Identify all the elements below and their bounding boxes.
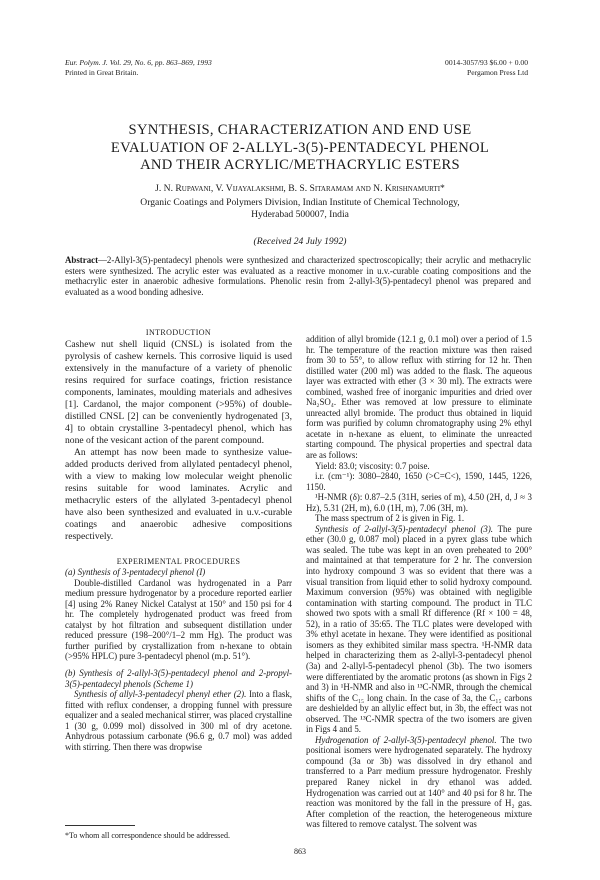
affiliation-line-1: Organic Coatings and Polymers Division, Indian Institute of Chemical Technology,: [140, 197, 460, 208]
title-line-2: EVALUATION OF 2-ALLYL-3(5)-PENTADECYL PHENOL: [110, 139, 490, 156]
section-heading-experimental: EXPERIMENTAL PROCEDURES: [116, 556, 241, 566]
author-list: J. N. Rupavani, V. Vijayalakshmi, B. S. Sitaramam and N. Krishnamurti*: [155, 183, 445, 194]
publisher: Pergamon Press Ltd: [466, 67, 528, 77]
page-number: 863: [294, 847, 306, 856]
issn-price: 0014-3057/93 $6.00 + 0.00: [445, 58, 528, 67]
affiliation-line-2: Hyderabad 500007, India: [251, 209, 349, 220]
subsection-heading-a: (a) Synthesis of 3-pentadecyl phenol (I): [65, 567, 206, 578]
experimental-paragraph-2: [65, 689, 292, 752]
right-paragraph-1: addition of allyl bromide (12.1 g, 0.1 mol) over a period of 1.5 hr. The temperature of the reaction mixture was then raised from 30 to 55°, to allow reflux with stirring for 12 hr. Then distilled water (200 ml) was added to the flask. The aqueous layer was extracted with ether (3 × 30 ml). The extracts were combined, washed free of inorganic impurities and dried over Na₂SO₄. Ether was removed at low pressure to eliminate unreacted allyl bromide. The product thus obtained in liquid form was purified by column chromatography using 2% ethyl acetate in n-hexane as eluent, to eliminate the unreacted starting compound. The physical properties and spectral data are as follows:: [306, 334, 532, 461]
article-title: [60, 122, 540, 175]
title-line-1: SYNTHESIS, CHARACTERIZATION AND END USE: [128, 122, 472, 138]
ir-data: i.r. (cm⁻¹): 3080–2840, 1650 (>C=C<), 1590, 1445, 1226, 1150.: [306, 471, 532, 492]
printed-note: Printed in Great Britain.: [65, 67, 139, 77]
right-paragraph-2: [306, 524, 532, 735]
right-paragraph-3: [306, 735, 532, 830]
introduction-body: [65, 339, 292, 543]
hydrogenation-text: The two positional isomers were hydrogenated separately. The hydroxy compound (3a or 3b) was dissolved in dry ethanol and transferred to a Parr medium pressure hydrogenator. Freshly prepared Raney nickel in dry ethanol was added. Hydrogenation was carried out at 140° and 40 psi for 8 hr. The reaction was monitored by the fall in the pressure of H₂ gas. After completion of the reaction, the heterogeneous mixture was filtered to remove catalyst. The solvent was: [306, 734, 532, 830]
ether-synthesis-text: Into a flask, fitted with reflux condenser, a dropping funnel with pressure equalizer and a sealed mechanical stirrer, was placed crystalline 1 (30 g, 0.099 mol) dissolved in 300 ml of dry acetone. Anhydrous potassium carbonate (96.6 g, 0.7 mol) was added with stirring. Then there was dropwise: [65, 689, 293, 752]
title-line-3: AND THEIR ACRYLIC/METHACRYLIC ESTERS: [140, 157, 460, 173]
intro-paragraph-1: Cashew nut shell liquid (CNSL) is isolated from the pyrolysis of cashew kernels. This corrosive liquid is used extensively in the manufacture of a variety of phenolic resins required for surface coatings, friction resistance components, laminates, moulding materials and adhesives [1]. Cardanol, the major component (>95%) of double-distilled CNSL [2] can be conveniently hydrogenated [3, 4] to obtain crystalline 3-pentadecyl phenol, which has none of the vesicant action of the parent compound.: [65, 338, 292, 446]
subsection-heading-b: (b) Synthesis of 2-allyl-3(5)-pentadecyl phenol and 2-propyl-3(5)-pentadecyl phenols (Scheme 1): [65, 668, 292, 689]
journal-header-left: [65, 58, 212, 77]
yield-line: Yield: 83.0; viscosity: 0.7 poise.: [315, 460, 430, 471]
experimental-paragraph-1: Double-distilled Cardanol was hydrogenated in a Parr medium pressure hydrogenator by a procedure reported earlier [4] using 2% Raney Nickel Catalyst at 150° and 150 psi for 4 hr. The completely hydrogenated product was freed from catalyst by hot filtration and subsequent distillation under reduced pressure (198–200°/1–2 mm Hg). The product was further purified by crystallization from n-hexane to obtain (>95% HPLC) pure 3-pentadecyl phenol (m.p. 51°).: [65, 577, 292, 662]
left-column: [65, 328, 292, 752]
affiliation: [60, 197, 540, 221]
footnote: *To whom all correspondence should be addressed.: [65, 831, 230, 840]
abstract-text: —2-Allyl-3(5)-pentadecyl phenols were synthesized and characterized spectroscopically; their acrylic and methacrylic esters were synthesized. The acrylic ester was evaluated as a reactive monomer in u.v.-curable coating compositions and the methacrylic ester in anaerobic adhesive formulations. Phenolic resin from 2-allyl-3(5)-pentadecyl phenol was prepared and evaluated as a wood bonding adhesive.: [65, 255, 531, 297]
phenol-synthesis-lead: Synthesis of 2-allyl-3(5)-pentadecyl phenol (3).: [315, 523, 494, 534]
abstract: [65, 255, 531, 297]
mass-spectrum-note: The mass spectrum of 2 is given in Fig. 1.: [315, 513, 465, 524]
received-date: (Received 24 July 1992): [253, 236, 347, 247]
phenol-synthesis-text: The pure ether (30.0 g, 0.087 mol) placed in a pyrex glass tube which was sealed. The tube was kept in an oven preheated to 200° and maintained at that temperature for 2 hr. The conversion into hydroxy compound 3 was so evident that there was a visual transition from liquid ether to solid hydroxy compound. Maximum conversion (95%) was obtained with negligible contamination with starting compound. The product in TLC showed two spots with a small Rf difference (Rf × 100 = 48, 52), in a ratio of 35:65. The TLC plates were developed with 3% ethyl acetate in hexane. They were identified as positional isomers as they exhibited similar mass spectra. ¹H-NMR data helped in characterizing them as 2-allyl-3-pentadecyl phenol (3a) and 2-allyl-5-pentadecyl phenol (3b). The two isomers were differentiated by the aromatic protons (as shown in Figs 2 and 3) in ¹H-NMR and also in ¹³C-NMR, through the chemical shifts of the C₁₅ long chain. In the case of 3a, the C₁₅ carbons are deshielded by an allylic effect but, in 3b, the effect was not observed. The ¹³C-NMR spectra of the two isomers are given in Figs 4 and 5.: [306, 523, 532, 735]
abstract-label: Abstract: [65, 255, 99, 265]
right-column: [306, 334, 532, 830]
nmr-data: ¹H-NMR (δ): 0.87–2.5 (31H, series of m), 4.50 (2H, d, J ≈ 3 Hz), 5.31 (2H, m), 6.0 (1H, m), 7.06 (3H, m).: [306, 492, 532, 513]
intro-paragraph-2: An attempt has now been made to synthesize value-added products derived from allylated pentadecyl phenol, with a view to making low molecular weight phenolic resins suitable for wood laminates. Acrylic and methacrylic esters of the allylated 3-pentadecyl phenol have also been synthesized and evaluated in u.v.-curable coatings and anaerobic adhesive compositions respectively.: [65, 446, 292, 542]
journal-header-right: [445, 58, 528, 77]
hydrogenation-lead: Hydrogenation of 2-allyl-3(5)-pentadecyl phenol.: [315, 734, 497, 745]
journal-citation: Eur. Polym. J. Vol. 29, No. 6, pp. 863–869, 1993: [65, 58, 212, 67]
section-heading-introduction: INTRODUCTION: [145, 328, 212, 337]
footnote-rule: [65, 825, 135, 826]
ether-synthesis-lead: Synthesis of allyl-3-pentadecyl phenyl ether (2).: [74, 689, 247, 700]
